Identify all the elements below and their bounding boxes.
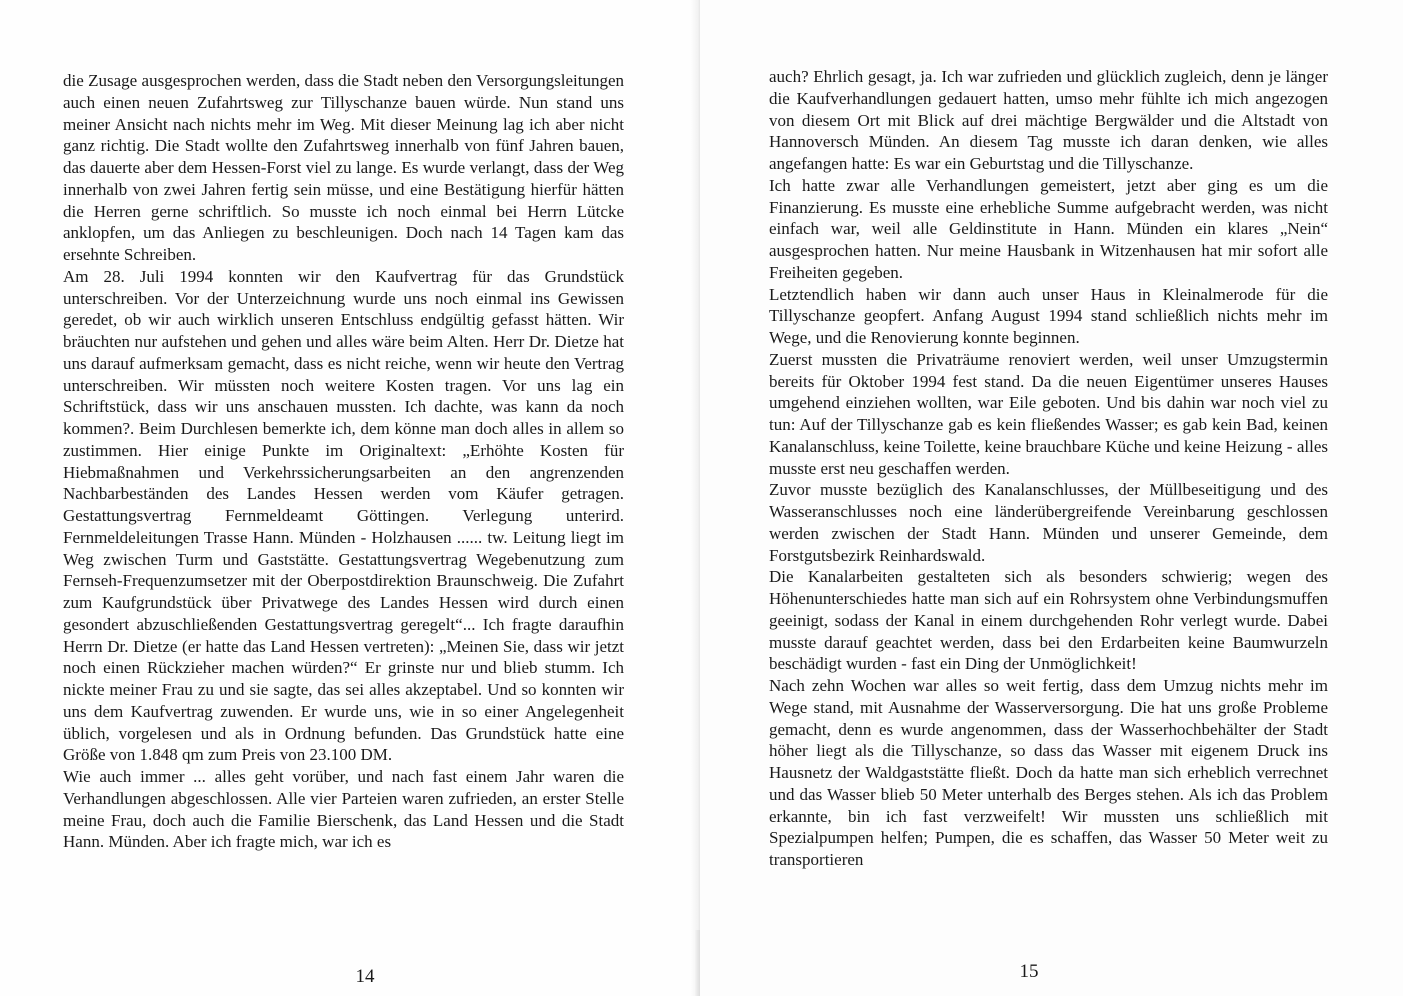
right-page (700, 0, 1403, 996)
left-paragraph-1: die Zusage ausgesprochen werden, dass die Stadt neben den Versorgungsleitungen auch einen neuen Zufahrtsweg zur Tillyschanze bauen würde. Nun stand uns meiner Ansicht nach nichts mehr im Weg. Mit dieser Meinung lag ich aber nicht ganz richtig. Die Stadt wollte den Zufahrtsweg innerhalb von fünf Jahren bauen, das dauerte aber dem Hessen-Forst viel zu lange. Es wurde verlangt, dass der Weg innerhalb von zwei Jahren fertig sein müsse, und eine Bestätigung hierfür hätten die Herren gerne schriftlich. So musste ich noch einmal bei Herrn Lütcke anklopfen, um das Anliegen zu beschleunigen. Doch nach 14 Tagen kam das ersehnte Schreiben. (63, 71, 624, 264)
left-page-body (63, 70, 624, 853)
right-paragraph-6: Die Kanalarbeiten gestalteten sich als besonders schwierig; wegen des Höhenunterschiedes hatte man sich auf ein Rohrsystem ohne Verbindungsmuffen geeinigt, sodass der Kanal in einem durchgehenden Rohr verlegt wurde. Dabei musste darauf geachtet werden, dass bei den Erdarbeiten keine Baumwurzeln beschädigt wurden - fast ein Ding der Unmöglichkeit! (769, 567, 1328, 674)
left-paragraph-2: Am 28. Juli 1994 konnten wir den Kaufvertrag für das Grundstück unterschreiben. Vor der Unterzeichnung wurde uns noch einmal ins Gewissen geredet, ob wir auch wirklich unseren Entschluss endgültig gefasst hätten. Wir bräuchten nur aufstehen und gehen und alles wäre beim Alten. Herr Dr. Dietze hat uns darauf aufmerksam gemacht, dass es nicht reiche, wenn wir heute den Vertrag unterschreiben. Wir müssten noch weitere Kosten tragen. Vor uns lag ein Schriftstück, dass wir uns anschauen mussten. Ich dachte, was kann da noch kommen?. Beim Durchlesen bemerkte ich, dem könne man doch alles in allem so zustimmen. Hier einige Punkte im Originaltext: „Erhöhte Kosten für Hiebmaßnahmen und Verkehrssicherungsarbeiten an den angrenzenden Nachbarbeständen des Landes Hessen werden vom Käufer getragen. Gestattungsvertrag Fernmeldeamt Göttingen. Verlegung unterird. Fernmeldeleitungen Trasse Hann. Münden - Holzhausen ...... tw. Leitung liegt im Weg zwischen Turm und Gaststätte. Gestattungsvertrag Wegebenutzung zum Fernseh-Frequenzumsetzer mit der Oberpostdirektion Braunschweig. Die Zufahrt zum Kaufgrundstück über Privatwege des Landes Hessen wird durch einen gesondert abzuschließenden Gestattungsvertrag geregelt“... Ich fragte daraufhin Herrn Dr. Dietze (er hatte das Land Hessen vertreten): „Meinen Sie, dass wir jetzt noch einen Rückzieher machen würden?“ Er grinste nur und blieb stumm. Ich nickte meiner Frau zu und sie sagte, das sei alles akzeptabel. Und so konnten wir uns dem Kaufvertrag zuwenden. Er wurde uns, wie in so einer Angelegenheit üblich, vorgelesen und als in Ordnung befunden. Das Grundstück hatte eine Größe von 1.848 qm zum Preis von 23.100 DM. (63, 266, 624, 765)
right-page-number: 15 (1019, 961, 1039, 982)
right-paragraph-3: Letztendlich haben wir dann auch unser Haus in Kleinalmerode für die Tillyschanze geopfert. Anfang August 1994 stand schließlich nichts mehr im Wege, und die Renovierung konnte beginnen. (769, 284, 1328, 347)
right-paragraph-7: Nach zehn Wochen war alles so weit fertig, dass dem Umzug nichts mehr im Wege stand, mit Ausnahme der Wasserversorgung. Die hat uns große Probleme gemacht, denn es wurde angenommen, dass der Wasserhochbehälter der Stadt höher liegt als die Tillyschanze, so dass das Wasser mit eigenem Druck ins Hausnetz der Waldgaststätte fließt. Doch da hatte man sich erheblich verrechnet und das Wasser blieb 50 Meter unterhalb des Berges stehen. Als ich das Problem erkannte, bin ich fast verzweifelt! Wir mussten uns schließlich mit Spezialpumpen helfen; Pumpen, die es schaffen, das Wasser 50 Meter weit zu transportieren (769, 676, 1328, 869)
right-paragraph-5: Zuvor musste bezüglich des Kanalanschlusses, der Müllbeseitigung und des Wasseranschlusses noch eine länderübergreifende Vereinbarung geschlossen werden zwischen der Stadt Hann. Münden und unserer Gemeinde, dem Forstgutsbezirk Reinhardswald. (769, 480, 1328, 565)
right-page-body (769, 66, 1328, 871)
left-page (0, 0, 700, 996)
right-paragraph-1: auch? Ehrlich gesagt, ja. Ich war zufrieden und glücklich zugleich, denn je länger die Kaufverhandlungen gedauert hatten, umso mehr fühlte ich mich angezogen von diesem Ort mit Blick auf drei mächtige Bergwälder und die Altstadt von Hannoversch Münden. An diesem Tag musste ich daran denken, wie alles angefangen hatte: Es war ein Geburtstag und die Tillyschanze. (769, 67, 1328, 173)
left-paragraph-3: Wie auch immer ... alles geht vorüber, und nach fast einem Jahr waren die Verhandlungen abgeschlossen. Alle vier Parteien waren zufrieden, an erster Stelle meine Frau, doch auch die Familie Bierschenk, das Land Hessen und die Stadt Hann. Münden. Aber ich fragte mich, war ich es (63, 767, 624, 852)
left-page-number: 14 (355, 966, 375, 987)
right-paragraph-4: Zuerst mussten die Privaträume renoviert werden, weil unser Umzugstermin bereits für Oktober 1994 fest stand. Da die neuen Eigentümer unseres Hauses umgehend einziehen wollten, war Eile geboten. Und bis dahin war noch viel zu tun: Auf der Tillyschanze gab es kein fließendes Wasser; es gab kein Bad, keinen Kanalanschluss, keine Toilette, keine brauchbare Küche und keine Heizung - alles musste erst neu geschaffen werden. (769, 349, 1328, 478)
right-paragraph-2: Ich hatte zwar alle Verhandlungen gemeistert, jetzt aber ging es um die Finanzierung. Es musste eine erhebliche Summe aufgebracht werden, was nicht einfach war, weil alle Geldinstitute in Hann. Münden ein klares „Nein“ ausgesprochen hatten. Nur meine Hausbank in Witzenhausen hat mir sofort alle Freiheiten gegeben. (769, 175, 1328, 282)
